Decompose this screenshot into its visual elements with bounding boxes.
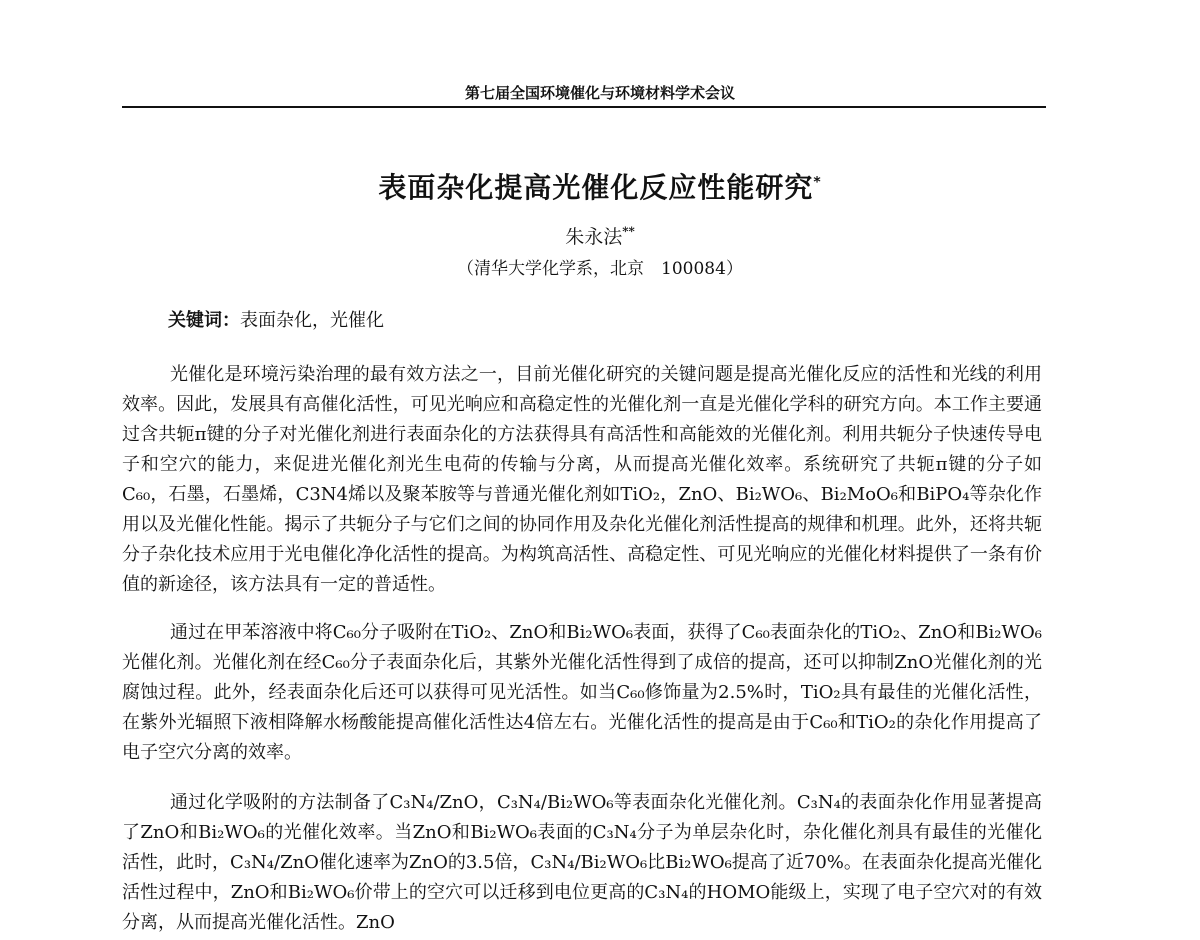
affiliation: （清华大学化学系，北京 100084） (457, 259, 743, 279)
keywords-line (168, 306, 384, 332)
title-text: 表面杂化提高光催化反应性能研究 (378, 171, 814, 204)
body-section-3 (122, 788, 1042, 938)
body-section-2 (122, 618, 1042, 768)
paragraph: 光催化是环境污染治理的最有效方法之一，目前光催化研究的关键问题是提高光催化反应的活性和光线的利用效率。因此，发展具有高催化活性，可见光响应和高稳定性的光催化剂一直是光催化学科的研究方向。本工作主要通过含共轭π键的分子对光催化剂进行表面杂化的方法获得具有高活性和高能效的光催化剂。利用共轭分子快速传导电子和空穴的能力，来促进光催化剂光生电荷的传输与分离，从而提高光催化效率。系统研究了共轭π键的分子如C₆₀，石墨，石墨烯，C3N4烯以及聚苯胺等与普通光催化剂如TiO₂，ZnO、Bi₂WO₆、Bi₂MoO₆和BiPO₄等杂化作用以及光催化性能。揭示了共轭分子与它们之间的协同作用及杂化光催化剂活性提高的规律和机理。此外，还将共轭分子杂化技术应用于光电催化净化活性的提高。为构筑高活性、高稳定性、可见光响应的光催化材料提供了一条有价值的新途径，该方法具有一定的普适性。 (122, 364, 1042, 595)
title-footnote-mark: * (813, 174, 822, 191)
author-footnote-mark: ** (622, 224, 635, 239)
running-header: 第七届全国环境催化与环境材料学术会议 (464, 84, 735, 102)
keywords-value: 表面杂化，光催化 (240, 310, 384, 331)
paragraph: 通过在甲苯溶液中将C₆₀分子吸附在TiO₂、ZnO和Bi₂WO₆表面，获得了C₆₀表面杂化的TiO₂、ZnO和Bi₂WO₆光催化剂。光催化剂在经C₆₀分子表面杂化后，其紫外光催化活性得到了成倍的提高，还可以抑制ZnO光催化剂的光腐蚀过程。此外，经表面杂化后还可以获得可见光活性。如当C₆₀修饰量为2.5%时，TiO₂具有最佳的光催化活性，在紫外光辐照下液相降解水杨酸能提高催化活性达4倍左右。光催化活性的提高是由于C₆₀和TiO₂的杂化作用提高了电子空穴分离的效率。 (122, 622, 1042, 763)
keywords-label: 关键词： (168, 310, 240, 331)
author-name (0, 222, 1200, 249)
body-section-1 (122, 360, 1042, 600)
header-rule (122, 106, 1046, 108)
author-text: 朱永法 (565, 226, 623, 248)
paragraph: 通过化学吸附的方法制备了C₃N₄/ZnO，C₃N₄/Bi₂WO₆等表面杂化光催化剂。C₃N₄的表面杂化作用显著提高了ZnO和Bi₂WO₆的光催化效率。当ZnO和Bi₂WO₆表面的C₃N₄分子为单层杂化时，杂化催化剂具有最佳的光催化活性，此时，C₃N₄/ZnO催化速率为ZnO的3.5倍，C₃N₄/Bi₂WO₆比Bi₂WO₆提高了近70%。在表面杂化提高光催化活性过程中，ZnO和Bi₂WO₆价带上的空穴可以迁移到电位更高的C₃N₄的HOMO能级上，实现了电子空穴对的有效分离，从而提高光催化活性。ZnO (122, 792, 1042, 933)
paper-title (0, 166, 1200, 206)
